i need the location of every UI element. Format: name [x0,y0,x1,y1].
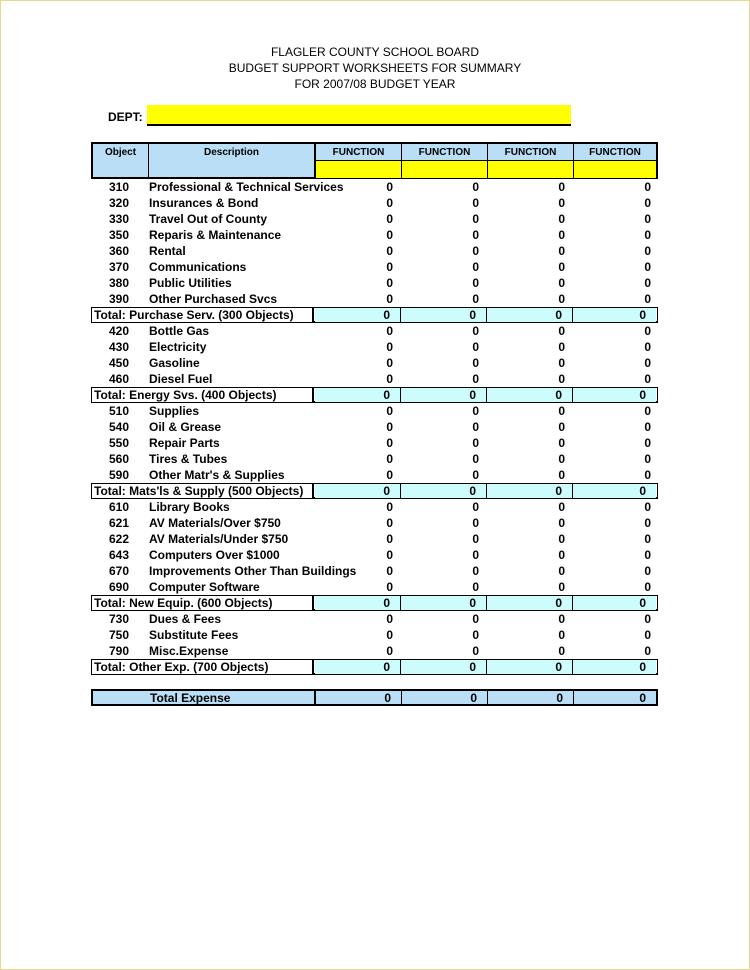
table-row [91,403,658,419]
function-value-cell[interactable]: 0 [472,228,479,242]
function-value-cell[interactable]: 0 [558,436,565,450]
function-header-2 [402,144,487,177]
function-value-cell[interactable]: 0 [558,500,565,514]
function-value-cell[interactable]: 0 [386,292,393,306]
function-value-cell[interactable]: 0 [644,468,651,482]
section-total-row [91,659,658,675]
function-value-cell[interactable]: 0 [386,356,393,370]
object-description: Bottle Gas [149,324,210,338]
grand-total-value: 0 [639,691,646,705]
section-total-value: 0 [315,660,401,674]
function-value-cell[interactable]: 0 [558,548,565,562]
function-value-cell[interactable]: 0 [558,612,565,626]
function-value-cell[interactable]: 0 [386,436,393,450]
function-value-cell[interactable]: 0 [644,356,651,370]
function-value-cell[interactable]: 0 [558,292,565,306]
table-row [91,451,658,467]
function-code-input[interactable] [488,160,573,178]
function-value-cell[interactable]: 0 [558,244,565,258]
function-value-cell[interactable]: 0 [386,452,393,466]
function-value-cell[interactable]: 0 [472,276,479,290]
function-value-cell[interactable]: 0 [472,340,479,354]
object-description: Computer Software [149,580,260,594]
function-value-cell[interactable]: 0 [472,260,479,274]
function-value-cell[interactable]: 0 [644,436,651,450]
object-description: Misc.Expense [149,644,229,658]
function-value-cell[interactable]: 0 [386,532,393,546]
function-value-cell[interactable]: 0 [472,420,479,434]
section-total-value: 0 [487,596,573,610]
section-total-value: 0 [315,308,401,322]
function-value-cell[interactable]: 0 [386,628,393,642]
object-code: 610 [108,500,129,514]
table-row [91,243,658,259]
section-total-row [91,307,658,323]
section-total-value: 0 [487,308,573,322]
object-description: AV Materials/Under $750 [149,532,289,546]
function-value-cell[interactable]: 0 [644,516,651,530]
table-row [91,211,658,227]
grand-total-value: 0 [402,691,488,704]
description-header [149,144,314,177]
function-value-cell[interactable]: 0 [472,516,479,530]
function-value-cell[interactable]: 0 [644,292,651,306]
object-code: 540 [108,420,129,434]
object-description: AV Materials/Over $750 [149,516,281,530]
object-description: Dues & Fees [149,612,222,626]
function-value-cell[interactable]: 0 [386,324,393,338]
function-value-cell[interactable]: 0 [472,548,479,562]
section-total-row [91,387,658,403]
function-value-cell[interactable]: 0 [644,260,651,274]
object-description: Diesel Fuel [149,372,213,386]
object-description: Communications [149,260,247,274]
function-value-cell[interactable]: 0 [558,532,565,546]
function-value-cell[interactable]: 0 [386,420,393,434]
table-row [91,371,658,387]
section-total-label: Total: Other Exp. (700 Objects) [92,660,314,674]
function-value-cell[interactable]: 0 [472,404,479,418]
object-code: 360 [108,244,129,258]
function-value-cell[interactable]: 0 [558,580,565,594]
function-value-cell[interactable]: 0 [644,500,651,514]
function-value-cell[interactable]: 0 [558,180,565,194]
function-value-cell[interactable]: 0 [558,404,565,418]
function-value-cell[interactable]: 0 [472,532,479,546]
function-value-cell[interactable]: 0 [386,340,393,354]
table-row [91,467,658,483]
section-total-value: 0 [401,388,487,402]
function-value-cell[interactable]: 0 [472,612,479,626]
function-value-cell[interactable]: 0 [472,324,479,338]
function-value-cell[interactable]: 0 [644,628,651,642]
function-value-cell[interactable]: 0 [644,212,651,226]
function-header-label: FUNCTION [332,147,385,158]
function-value-cell[interactable]: 0 [472,292,479,306]
function-value-cell[interactable]: 0 [558,516,565,530]
object-description: Oil & Grease [149,420,222,434]
function-value-cell[interactable]: 0 [644,564,651,578]
table-row [91,499,658,515]
table-row [91,323,658,339]
object-description: Insurances & Bond [149,196,259,210]
description-header-label: Description [203,147,259,158]
object-code: 370 [108,260,129,274]
object-description: Computers Over $1000 [149,548,280,562]
section-total-value: 0 [573,484,656,498]
function-value-cell[interactable]: 0 [386,516,393,530]
function-header-label: FUNCTION [589,147,641,158]
section-total-value: 0 [487,388,573,402]
function-value-cell[interactable]: 0 [472,580,479,594]
object-code: 670 [108,564,129,578]
table-row [91,627,658,643]
dept-input[interactable] [147,105,571,126]
table-row [91,179,658,195]
function-value-cell[interactable]: 0 [472,468,479,482]
function-value-cell[interactable]: 0 [472,500,479,514]
function-value-cell[interactable]: 0 [558,324,565,338]
function-value-cell[interactable]: 0 [386,500,393,514]
function-value-cell[interactable]: 0 [558,628,565,642]
object-code: 310 [108,180,129,194]
function-value-cell[interactable]: 0 [644,276,651,290]
function-header-label: FUNCTION [504,147,557,158]
function-value-cell[interactable]: 0 [644,196,651,210]
object-description: Tires & Tubes [149,452,228,466]
section-total-row [91,483,658,499]
function-value-cell[interactable]: 0 [644,644,651,658]
function-value-cell[interactable]: 0 [558,228,565,242]
table-row [91,195,658,211]
object-code: 590 [108,468,129,482]
function-value-cell[interactable]: 0 [386,244,393,258]
section-total-value: 0 [573,308,656,322]
table-row [91,275,658,291]
grand-total-label: Total Expense [150,691,231,705]
object-description: Supplies [149,404,200,418]
function-value-cell[interactable]: 0 [644,244,651,258]
function-value-cell[interactable]: 0 [472,644,479,658]
object-code: 380 [108,276,129,290]
object-description: Rental [149,244,186,258]
table-row [91,355,658,371]
function-value-cell[interactable]: 0 [472,244,479,258]
object-description: Gasoline [149,356,200,370]
section-total-value: 0 [315,388,401,402]
object-code: 560 [108,452,129,466]
function-value-cell[interactable]: 0 [386,564,393,578]
function-value-cell[interactable]: 0 [558,276,565,290]
function-value-cell[interactable]: 0 [386,548,393,562]
function-value-cell[interactable]: 0 [472,356,479,370]
object-code: 330 [108,212,129,226]
function-value-cell[interactable]: 0 [558,420,565,434]
function-value-cell[interactable]: 0 [386,276,393,290]
function-value-cell[interactable]: 0 [386,196,393,210]
section-total-label: Total: New Equip. (600 Objects) [92,596,314,610]
function-value-cell[interactable]: 0 [472,196,479,210]
section-total-value: 0 [401,308,487,322]
function-value-cell[interactable]: 0 [644,228,651,242]
function-value-cell[interactable]: 0 [558,372,565,386]
object-description: Repair Parts [149,436,220,450]
function-value-cell[interactable]: 0 [558,644,565,658]
title-line-3: FOR 2007/08 BUDGET YEAR [294,77,456,91]
object-description: Travel Out of County [149,212,268,226]
function-value-cell[interactable]: 0 [386,404,393,418]
grand-total-row [91,689,658,706]
function-value-cell[interactable]: 0 [558,340,565,354]
function-value-cell[interactable]: 0 [472,372,479,386]
grand-total-value: 0 [488,691,574,704]
section-total-value: 0 [487,484,573,498]
section-total-label: Total: Mats'ls & Supply (500 Objects) [92,484,314,498]
function-value-cell[interactable]: 0 [644,420,651,434]
table-row [91,531,658,547]
table-row [91,563,658,579]
title-line-2: BUDGET SUPPORT WORKSHEETS FOR SUMMARY [228,61,522,75]
function-value-cell[interactable]: 0 [386,580,393,594]
table-row [91,435,658,451]
function-header-4 [574,144,656,177]
function-value-cell[interactable]: 0 [644,580,651,594]
function-value-cell[interactable]: 0 [472,180,479,194]
table-row [91,515,658,531]
object-code: 690 [108,580,129,594]
function-value-cell[interactable]: 0 [644,180,651,194]
function-value-cell[interactable]: 0 [386,228,393,242]
section-total-label: Total: Energy Svs. (400 Objects) [92,388,314,402]
function-value-cell[interactable]: 0 [644,452,651,466]
function-value-cell[interactable]: 0 [472,212,479,226]
function-value-cell[interactable]: 0 [644,340,651,354]
function-value-cell[interactable]: 0 [644,612,651,626]
object-code: 450 [108,356,129,370]
function-value-cell[interactable]: 0 [386,180,393,194]
function-value-cell[interactable]: 0 [558,468,565,482]
object-header [93,144,148,177]
section-total-value: 0 [573,596,656,610]
object-description: Reparis & Maintenance [149,228,282,242]
function-value-cell[interactable]: 0 [644,548,651,562]
section-total-value: 0 [401,484,487,498]
function-header-label: FUNCTION [418,147,471,158]
function-value-cell[interactable]: 0 [558,564,565,578]
object-description: Professional & Technical Services [149,180,344,194]
table-row [91,227,658,243]
object-code: 750 [108,628,129,642]
dept-label: DEPT: [108,110,143,124]
section-total-value: 0 [573,388,656,402]
section-total-value: 0 [401,660,487,674]
function-code-input[interactable] [316,160,401,178]
object-code: 730 [108,612,129,626]
object-description: Public Utilities [149,276,232,290]
function-value-cell[interactable]: 0 [644,372,651,386]
object-code: 510 [108,404,129,418]
object-description: Improvements Other Than Buildings [149,564,357,578]
function-value-cell[interactable]: 0 [558,260,565,274]
function-value-cell[interactable]: 0 [472,436,479,450]
function-header-3 [488,144,573,177]
function-value-cell[interactable]: 0 [558,356,565,370]
function-code-input[interactable] [402,160,487,178]
function-value-cell[interactable]: 0 [386,372,393,386]
object-code: 420 [108,324,129,338]
table-header [91,142,658,179]
object-code: 350 [108,228,129,242]
function-value-cell[interactable]: 0 [558,452,565,466]
table-row [91,339,658,355]
function-value-cell[interactable]: 0 [644,532,651,546]
object-description: Substitute Fees [149,628,239,642]
object-code: 550 [108,436,129,450]
object-code: 460 [108,372,129,386]
object-code: 430 [108,340,129,354]
function-value-cell[interactable]: 0 [386,644,393,658]
section-total-value: 0 [573,660,656,674]
object-code: 390 [108,292,129,306]
object-description: Other Matr's & Supplies [149,468,285,482]
function-value-cell[interactable]: 0 [386,612,393,626]
section-total-value: 0 [487,660,573,674]
function-value-cell[interactable]: 0 [558,212,565,226]
function-value-cell[interactable]: 0 [644,404,651,418]
function-value-cell[interactable]: 0 [472,628,479,642]
object-description: Library Books [149,500,230,514]
table-row [91,419,658,435]
object-description: Other Purchased Svcs [149,292,278,306]
table-row [91,291,658,307]
object-description: Electricity [149,340,207,354]
section-total-value: 0 [315,596,401,610]
function-value-cell[interactable]: 0 [472,452,479,466]
object-header-label: Object [104,147,137,158]
function-value-cell[interactable]: 0 [386,212,393,226]
table-row [91,259,658,275]
function-code-input[interactable] [574,160,656,178]
section-total-value: 0 [401,596,487,610]
function-value-cell[interactable]: 0 [644,324,651,338]
object-code: 790 [108,644,129,658]
section-total-label: Total: Purchase Serv. (300 Objects) [92,308,314,322]
table-row [91,643,658,659]
grand-total-label-cell [93,691,316,704]
table-row [91,547,658,563]
object-code: 622 [108,532,129,546]
function-value-cell[interactable]: 0 [386,468,393,482]
object-code: 320 [108,196,129,210]
table-row [91,579,658,595]
section-total-row [91,595,658,611]
function-header-1 [316,144,401,177]
function-value-cell[interactable]: 0 [472,564,479,578]
section-total-value: 0 [315,484,401,498]
function-value-cell[interactable]: 0 [558,196,565,210]
object-code: 643 [108,548,129,562]
function-value-cell[interactable]: 0 [386,260,393,274]
object-code: 621 [108,516,129,530]
grand-total-value: 0 [316,691,402,704]
table-row [91,611,658,627]
title-line-1: FLAGLER COUNTY SCHOOL BOARD [270,45,480,59]
